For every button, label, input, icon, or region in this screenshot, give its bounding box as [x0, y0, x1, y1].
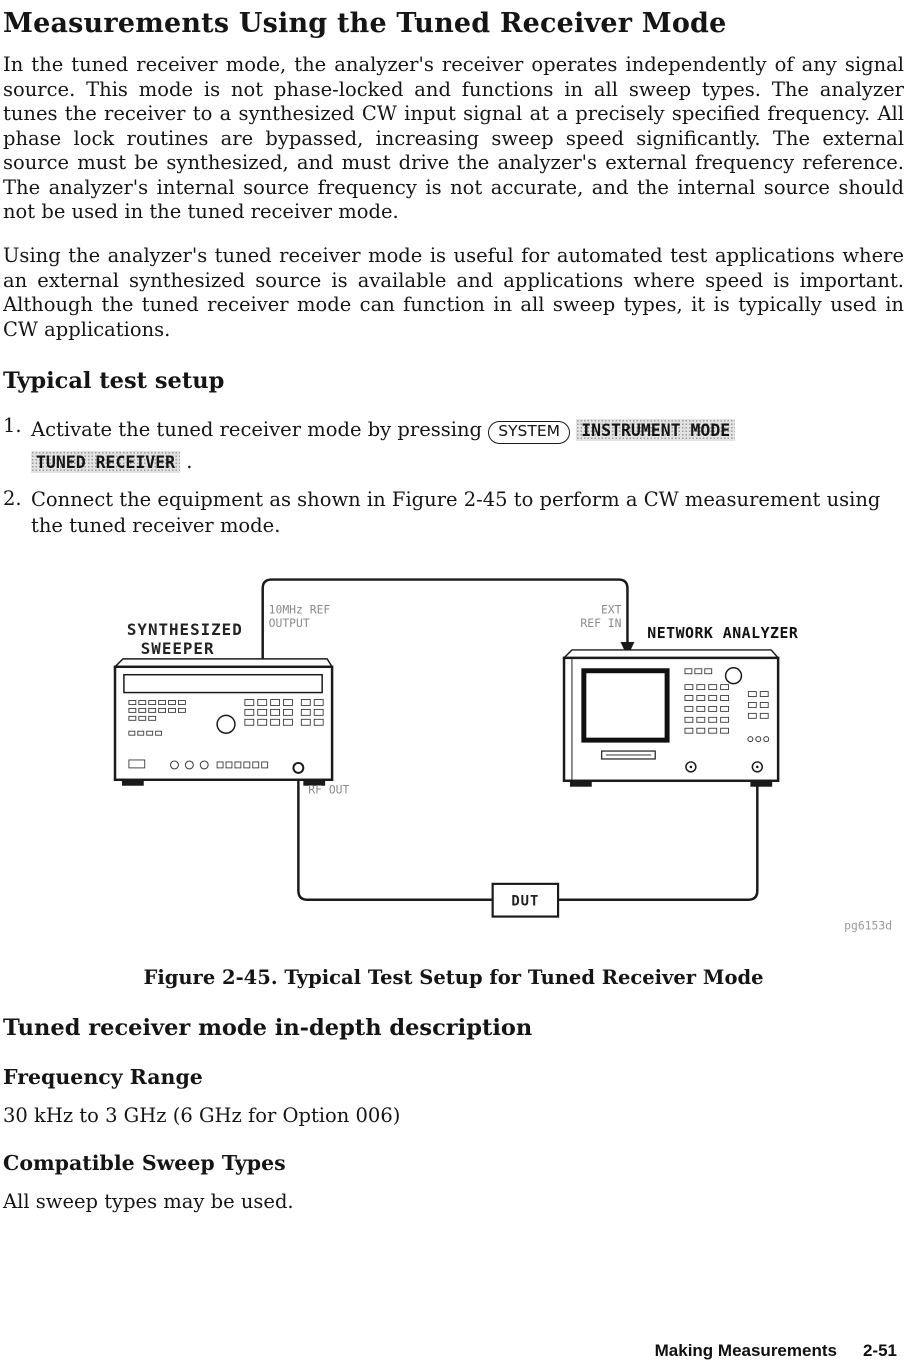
test-setup-diagram — [3, 563, 904, 948]
dut-label: DUT — [511, 893, 540, 910]
intro-paragraph-2: Using the analyzer's tuned receiver mode is useful for automated test applications where an external synthesized source is available and applications where speed is important. Although the tuned receiver mode can function in all sweep types, it is typically used in CW applications. — [3, 243, 904, 341]
rf-out-label: RF OUT — [308, 782, 350, 797]
sweeper-label-line1: SYNTHESIZED — [126, 619, 243, 639]
footer-page-number: 2-51 — [862, 1341, 897, 1360]
instrument-mode-softkey: INSTRUMENT MODE — [576, 419, 735, 441]
step-2-body: Connect the equipment as shown in Figure 2-45 to perform a CW measurement using the tuned receiver mode. — [31, 488, 881, 538]
test-setup-figure — [3, 563, 904, 952]
step-1-number: 1. — [3, 414, 22, 438]
ref-output-label-line2: OUTPUT — [268, 615, 310, 630]
ext-ref-label-line2: REF IN — [580, 615, 622, 630]
section-heading-in-depth-description: Tuned receiver mode in-depth description — [3, 1014, 533, 1041]
figure-caption: Figure 2-45. Typical Test Setup for Tuned Receiver Mode — [143, 965, 764, 989]
step-1-body — [31, 414, 904, 477]
step-2-number: 2. — [3, 487, 22, 511]
ext-ref-label-line1: EXT — [600, 602, 622, 617]
setup-step-2 — [3, 487, 904, 538]
subsection-heading-compatible-sweep-types: Compatible Sweep Types — [3, 1150, 286, 1175]
tuned-receiver-softkey: TUNED RECEIVER — [31, 451, 180, 473]
sweeper-label-line2: SWEEPER — [140, 638, 215, 658]
page-footer — [655, 1341, 897, 1361]
page-title: Measurements Using the Tuned Receiver Mode — [3, 8, 727, 39]
setup-step-1 — [3, 414, 904, 477]
synthesized-sweeper-drawing — [115, 659, 332, 786]
intro-paragraph-1: In the tuned receiver mode, the analyzer's receiver operates independently of any signal source. This mode is not phase-locked and functions in all sweep types. The analyzer tunes the receiver to a synthesized CW input signal at a precisely specified frequency. All phase lock routines are bypassed, increasing sweep speed significantly. The external source must be synthesized, and must drive the analyzer's external frequency reference. The analyzer's internal source frequency is not accurate, and the internal source should not be used in the tuned receiver mode. — [3, 53, 904, 224]
system-hardkey: SYSTEM — [488, 421, 570, 443]
footer-chapter-label: Making Measurements — [654, 1341, 837, 1360]
section-heading-typical-test-setup: Typical test setup — [3, 368, 225, 395]
subsection-heading-frequency-range: Frequency Range — [3, 1064, 203, 1089]
step-1-text: Activate the tuned receiver mode by pressing — [31, 418, 483, 442]
analyzer-label: NETWORK ANALYZER — [647, 623, 799, 642]
frequency-range-text: 30 kHz to 3 GHz (6 GHz for Option 006) — [3, 1103, 401, 1127]
step-1-period: . — [186, 449, 193, 473]
plot-id-label: pg6153d — [844, 918, 893, 933]
compatible-sweep-types-text: All sweep types may be used. — [3, 1189, 294, 1213]
network-analyzer-drawing — [564, 650, 778, 787]
ref-output-label-line1: 10MHz REF — [268, 602, 331, 617]
